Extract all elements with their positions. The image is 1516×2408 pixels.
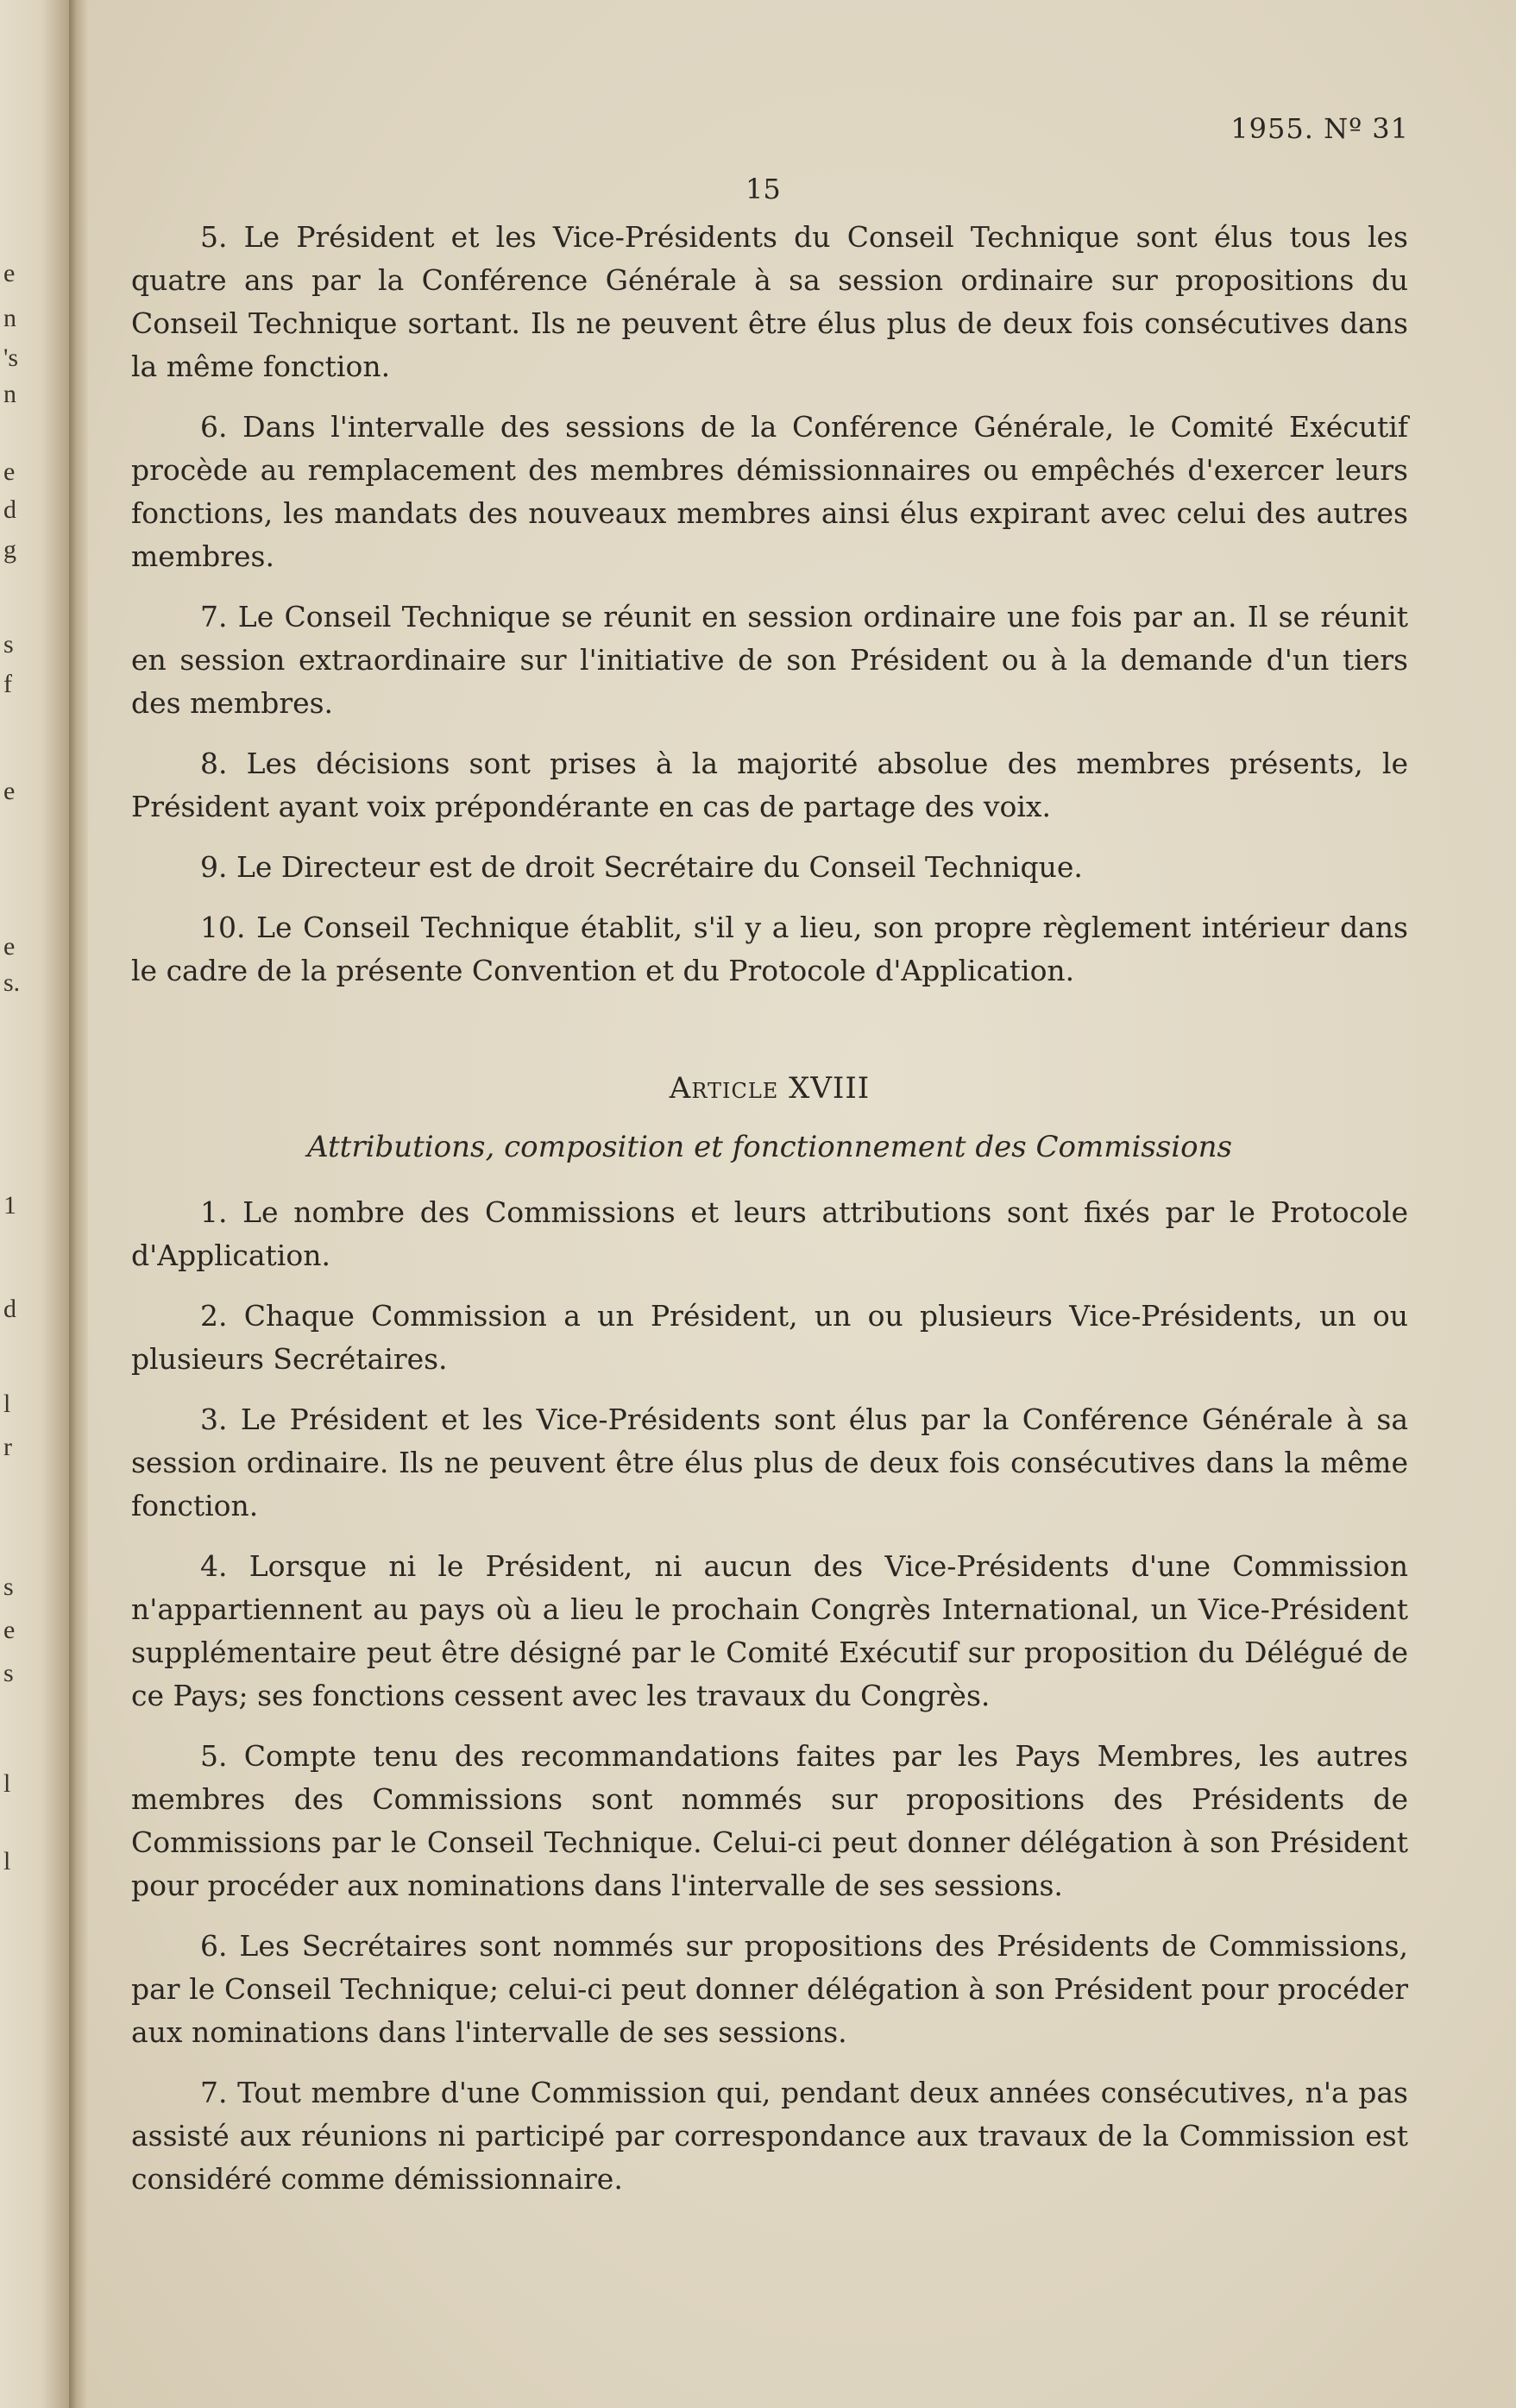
margin-fragment: e <box>3 777 16 805</box>
page-number: 15 <box>745 173 781 205</box>
margin-fragment: d <box>3 495 16 524</box>
margin-fragment: d <box>3 1295 16 1323</box>
paragraph: 6. Dans l'intervalle des sessions de la Conférence Générale, le Comité Exécutif procède au remplacement des membres démissionnaires ou empêchés d'exercer leurs fonctions, les mandats des nouveaux membres ainsi élus expirant avec celui des autres membres. <box>131 410 1408 573</box>
paragraph: 8. Les décisions sont prises à la majorité absolue des membres présents, le Président ayant voix prépondérante en cas de partage des voix. <box>131 747 1408 823</box>
paragraph: 7. Tout membre d'une Commission qui, pendant deux années consécutives, n'a pas assisté aux réunions ni participé par correspondance aux travaux de la Commission est considéré comme démissionnaire. <box>131 2076 1408 2196</box>
paragraph: 2. Chaque Commission a un Président, un ou plusieurs Vice-Présidents, un ou plusieurs Secrétaires. <box>131 1299 1408 1376</box>
margin-fragment: l <box>3 1769 11 1798</box>
margin-fragment: l <box>3 1847 11 1875</box>
paragraph: 7. Le Conseil Technique se réunit en session ordinaire une fois par an. Il se réunit en session extraordinaire sur l'initiative de son Président ou à la demande d'un tiers des membres. <box>131 600 1408 720</box>
margin-fragment: e <box>3 259 16 287</box>
margin-fragment: s <box>3 630 14 659</box>
margin-fragment: r <box>3 1433 12 1461</box>
body-text <box>131 216 1408 2218</box>
article-word: Article <box>669 1071 779 1106</box>
paragraph: 6. Les Secrétaires sont nommés sur propositions des Présidents de Commissions, par le Conseil Technique; celui-ci peut donner délégation à son Président pour procéder aux nominations dans l'intervalle de ses sessions. <box>131 1929 1408 2049</box>
margin-fragment: l <box>3 1390 11 1418</box>
adjacent-page-margin <box>0 0 69 2408</box>
margin-fragment: f <box>3 670 12 698</box>
paragraph: 3. Le Président et les Vice-Présidents sont élus par la Conférence Générale à sa session ordinaire. Ils ne peuvent être élus plus de deux fois consécutives dans la même fonction. <box>131 1403 1408 1522</box>
paragraph: 4. Lorsque ni le Président, ni aucun des Vice-Présidents d'une Commission n'appartiennent au pays où a lieu le prochain Congrès International, un Vice-Président supplémentaire peut être désigné par le Comité Exécutif sur proposition du Délégué de ce Pays; ses fonctions cessent avec les travaux du Congrès. <box>131 1549 1408 1712</box>
show-through-text: ⠀ <box>863 1010 886 1043</box>
paragraph: 5. Le Président et les Vice-Présidents du Conseil Technique sont élus tous les quatre ans par la Conférence Générale à sa session ordinaire sur propositions du Conseil Technique sortant. Ils ne peuvent être élus plus de deux fois consécutives dans la même fonction. <box>131 220 1408 383</box>
margin-fragment: e <box>3 1616 16 1644</box>
margin-fragment: 's <box>3 344 19 372</box>
paragraph: 9. Le Directeur est de droit Secrétaire du Conseil Technique. <box>200 850 1083 884</box>
margin-fragment: s <box>3 1573 14 1601</box>
article-number: XVIII <box>789 1071 871 1106</box>
article-title: Attributions, composition et fonctionnement des Commissions <box>307 1130 1232 1164</box>
margin-fragment: e <box>3 932 16 961</box>
running-head: 1955. Nº 31 <box>1230 112 1409 145</box>
margin-fragment: n <box>3 304 16 332</box>
article-heading <box>131 1067 1408 1110</box>
margin-fragment: g <box>3 535 16 564</box>
margin-fragment: n <box>3 380 16 408</box>
document-page <box>88 0 1516 2408</box>
paragraph: 1. Le nombre des Commissions et leurs attributions sont fixés par le Protocole d'Application. <box>131 1195 1408 1272</box>
margin-fragment: s. <box>3 968 21 997</box>
paragraph: 5. Compte tenu des recommandations faites par les Pays Membres, les autres membres des Commissions sont nommés sur propositions des Présidents de Commissions par le Conseil Technique. Celui-ci peut donner délégation à son Président pour procéder aux nominations dans l'intervalle de ses sessions. <box>131 1739 1408 1902</box>
book-gutter <box>69 0 88 2408</box>
margin-fragment: 1 <box>3 1191 16 1220</box>
paragraph: 10. Le Conseil Technique établit, s'il y a lieu, son propre règlement intérieur dans le cadre de la présente Convention et du Protocole d'Application. <box>131 911 1408 987</box>
margin-fragment: e <box>3 457 16 486</box>
margin-fragment: s <box>3 1659 14 1687</box>
